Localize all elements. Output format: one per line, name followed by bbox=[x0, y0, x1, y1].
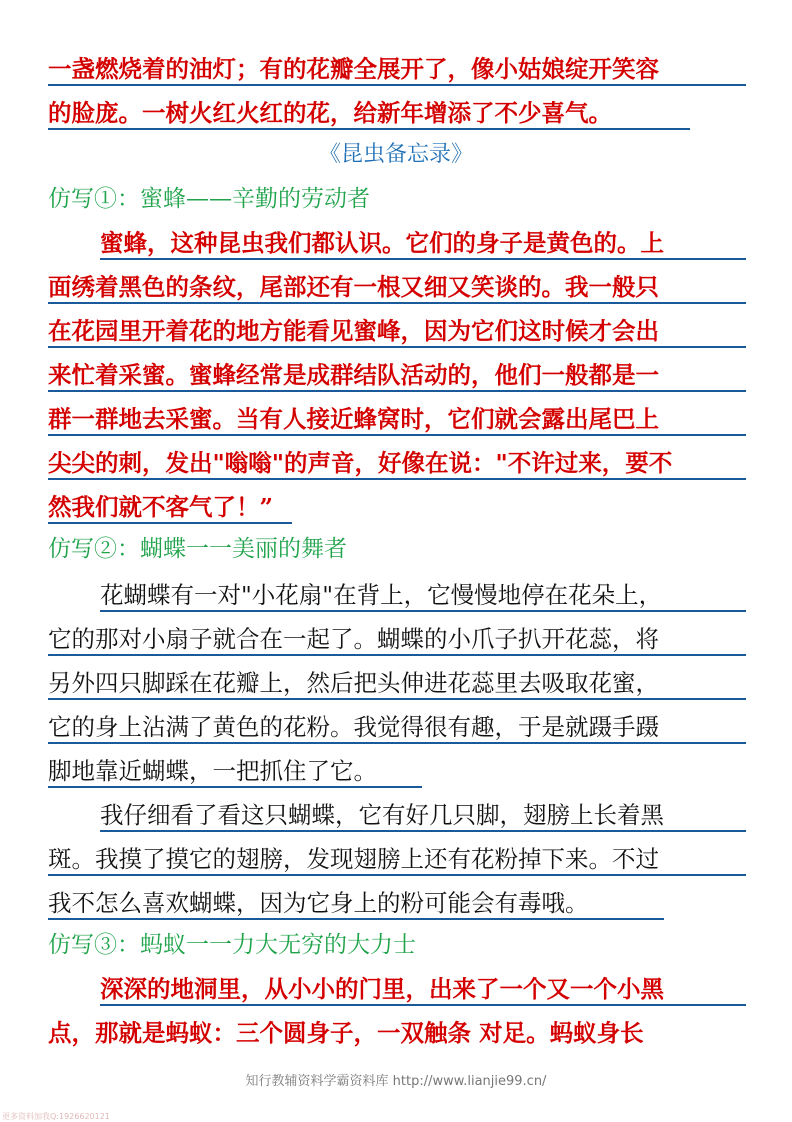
text-line: 一盏燃烧着的油灯；有的花瓣全展开了，像小姑娘绽开笑容 bbox=[48, 52, 746, 86]
text-line: 群一群地去采蜜。当有人接近蜂窝时，它们就会露出尾巴上 bbox=[48, 402, 746, 436]
text-line: 斑。我摸了摸它的翅膀，发现翅膀上还有花粉掉下来。不过 bbox=[48, 842, 746, 876]
text-line: 蜜蜂，这种昆虫我们都认识。它们的身子是黄色的。上 bbox=[100, 226, 746, 260]
text-line: 我不怎么喜欢蝴蝶，因为它身上的粉可能会有毒哦。 bbox=[48, 886, 664, 920]
text-line: 然我们就不客气了！” bbox=[48, 490, 292, 524]
text-line: 点，那就是蚂蚁：三个圆身子，一双触条 对足。蚂蚁身长 bbox=[48, 1019, 644, 1047]
text-line: 的脸庞。一树火红火红的花，给新年增添了不少喜气。 bbox=[48, 96, 690, 130]
text-line: 在花园里开着花的地方能看见蜜峰，因为它们这时候才会出 bbox=[48, 314, 746, 348]
text-line: 脚地靠近蝴蝶，一把抓住了它。 bbox=[48, 754, 422, 788]
section-title: 《昆虫备忘录》 bbox=[318, 142, 473, 167]
text-line: 它的那对小扇子就合在一起了。蝴蝶的小爪子扒开花蕊，将 bbox=[48, 622, 746, 656]
text-line: 来忙着采蜜。蜜蜂经常是成群结队活动的，他们一般都是一 bbox=[48, 358, 746, 392]
watermark: 更多资料加我Q:1926620121 bbox=[2, 1112, 110, 1121]
text-line: 花蝴蝶有一对"小花扇"在背上，它慢慢地停在花朵上， bbox=[100, 578, 746, 612]
imitation-1-heading: 仿写①：蜜蜂——辛勤的劳动者 bbox=[48, 186, 370, 212]
imitation-2-heading: 仿写②：蝴蝶一一美丽的舞者 bbox=[48, 536, 347, 562]
footer-text: 知行教辅资料学霸资料库 http://www.lianjie99.cn/ bbox=[245, 1074, 547, 1089]
text-line: 我仔细看了看这只蝴蝶，它有好几只脚，翅膀上长着黑 bbox=[100, 798, 746, 832]
imitation-3-heading: 仿写③：蚂蚁一一力大无穷的大力士 bbox=[48, 932, 416, 958]
text-line: 深深的地洞里，从小小的门里，出来了一个又一个小黑 bbox=[100, 972, 746, 1006]
text-line: 另外四只脚踩在花瓣上，然后把头伸进花蕊里去吸取花蜜， bbox=[48, 666, 746, 700]
text-line: 尖尖的刺，发出"嗡嗡"的声音，好像在说："不许过来，要不 bbox=[48, 446, 746, 480]
text-line: 面绣着黑色的条纹，尾部还有一根又细又笑谈的。我一般只 bbox=[48, 270, 746, 304]
text-line: 它的身上沾满了黄色的花粉。我觉得很有趣，于是就蹑手蹑 bbox=[48, 710, 746, 744]
